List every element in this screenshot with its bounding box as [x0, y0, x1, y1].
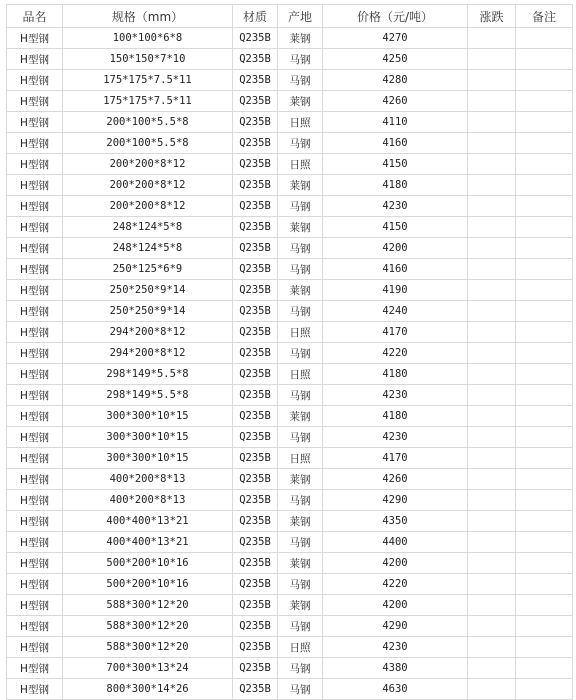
- header-material: 材质: [233, 5, 278, 28]
- cell-name: H型钢: [7, 217, 63, 238]
- table-row: [7, 490, 573, 511]
- cell-name: H型钢: [7, 364, 63, 385]
- cell-price: 4230: [323, 427, 468, 448]
- cell-name: H型钢: [7, 280, 63, 301]
- cell-name: H型钢: [7, 427, 63, 448]
- cell-name: H型钢: [7, 532, 63, 553]
- cell-material: Q235B: [233, 301, 278, 322]
- cell-price: 4260: [323, 91, 468, 112]
- cell-origin: 马钢: [278, 133, 323, 154]
- cell-material: Q235B: [233, 259, 278, 280]
- cell-price: 4170: [323, 322, 468, 343]
- cell-note: [516, 511, 573, 532]
- cell-material: Q235B: [233, 427, 278, 448]
- cell-origin: 马钢: [278, 490, 323, 511]
- cell-origin: 日照: [278, 448, 323, 469]
- cell-name: H型钢: [7, 385, 63, 406]
- cell-material: Q235B: [233, 322, 278, 343]
- cell-price: 4170: [323, 448, 468, 469]
- cell-change: [468, 427, 516, 448]
- table-row: [7, 280, 573, 301]
- cell-name: H型钢: [7, 616, 63, 637]
- table-row: [7, 154, 573, 175]
- cell-price: 4150: [323, 154, 468, 175]
- table-row: [7, 49, 573, 70]
- cell-change: [468, 28, 516, 49]
- table-row: [7, 637, 573, 658]
- table-row: [7, 91, 573, 112]
- cell-change: [468, 553, 516, 574]
- cell-name: H型钢: [7, 301, 63, 322]
- cell-origin: 莱钢: [278, 217, 323, 238]
- cell-price: 4290: [323, 616, 468, 637]
- table-row: [7, 532, 573, 553]
- cell-price: 4200: [323, 553, 468, 574]
- cell-note: [516, 595, 573, 616]
- cell-origin: 日照: [278, 364, 323, 385]
- cell-origin: 莱钢: [278, 511, 323, 532]
- cell-note: [516, 322, 573, 343]
- cell-origin: 马钢: [278, 385, 323, 406]
- cell-note: [516, 637, 573, 658]
- cell-change: [468, 469, 516, 490]
- header-spec: 规格（mm）: [63, 5, 233, 28]
- cell-origin: 马钢: [278, 616, 323, 637]
- cell-spec: 294*200*8*12: [63, 322, 233, 343]
- cell-spec: 700*300*13*24: [63, 658, 233, 679]
- cell-origin: 马钢: [278, 679, 323, 700]
- table-row: [7, 343, 573, 364]
- cell-price: 4380: [323, 658, 468, 679]
- cell-name: H型钢: [7, 658, 63, 679]
- table-row: [7, 322, 573, 343]
- cell-spec: 300*300*10*15: [63, 406, 233, 427]
- cell-spec: 250*125*6*9: [63, 259, 233, 280]
- cell-name: H型钢: [7, 259, 63, 280]
- cell-note: [516, 679, 573, 700]
- cell-material: Q235B: [233, 343, 278, 364]
- cell-origin: 莱钢: [278, 469, 323, 490]
- cell-note: [516, 196, 573, 217]
- cell-material: Q235B: [233, 196, 278, 217]
- cell-note: [516, 469, 573, 490]
- cell-price: 4290: [323, 490, 468, 511]
- cell-note: [516, 301, 573, 322]
- cell-spec: 248*124*5*8: [63, 217, 233, 238]
- cell-spec: 200*100*5.5*8: [63, 112, 233, 133]
- cell-material: Q235B: [233, 385, 278, 406]
- cell-change: [468, 658, 516, 679]
- cell-price: 4230: [323, 385, 468, 406]
- cell-price: 4150: [323, 217, 468, 238]
- cell-change: [468, 532, 516, 553]
- cell-price: 4110: [323, 112, 468, 133]
- cell-note: [516, 175, 573, 196]
- cell-material: Q235B: [233, 448, 278, 469]
- table-row: [7, 301, 573, 322]
- cell-name: H型钢: [7, 49, 63, 70]
- cell-name: H型钢: [7, 595, 63, 616]
- cell-note: [516, 490, 573, 511]
- cell-spec: 100*100*6*8: [63, 28, 233, 49]
- cell-spec: 298*149*5.5*8: [63, 385, 233, 406]
- cell-note: [516, 112, 573, 133]
- cell-note: [516, 217, 573, 238]
- cell-origin: 日照: [278, 154, 323, 175]
- cell-price: 4260: [323, 469, 468, 490]
- cell-price: 4190: [323, 280, 468, 301]
- table-row: [7, 469, 573, 490]
- cell-change: [468, 280, 516, 301]
- cell-material: Q235B: [233, 49, 278, 70]
- cell-note: [516, 385, 573, 406]
- cell-change: [468, 616, 516, 637]
- cell-name: H型钢: [7, 406, 63, 427]
- cell-material: Q235B: [233, 532, 278, 553]
- table-row: [7, 112, 573, 133]
- cell-note: [516, 406, 573, 427]
- cell-spec: 588*300*12*20: [63, 616, 233, 637]
- cell-price: 4160: [323, 259, 468, 280]
- cell-price: 4280: [323, 70, 468, 91]
- cell-origin: 莱钢: [278, 175, 323, 196]
- cell-name: H型钢: [7, 448, 63, 469]
- cell-change: [468, 448, 516, 469]
- table-header-row: [7, 5, 573, 28]
- cell-material: Q235B: [233, 28, 278, 49]
- cell-spec: 400*200*8*13: [63, 469, 233, 490]
- cell-change: [468, 679, 516, 700]
- cell-spec: 175*175*7.5*11: [63, 70, 233, 91]
- cell-material: Q235B: [233, 238, 278, 259]
- cell-origin: 马钢: [278, 532, 323, 553]
- table-row: [7, 259, 573, 280]
- table-row: [7, 427, 573, 448]
- cell-spec: 200*100*5.5*8: [63, 133, 233, 154]
- cell-origin: 莱钢: [278, 28, 323, 49]
- cell-change: [468, 574, 516, 595]
- cell-name: H型钢: [7, 238, 63, 259]
- cell-origin: 马钢: [278, 427, 323, 448]
- cell-note: [516, 364, 573, 385]
- cell-spec: 588*300*12*20: [63, 637, 233, 658]
- cell-spec: 250*250*9*14: [63, 301, 233, 322]
- header-price: 价格（元/吨）: [323, 5, 468, 28]
- cell-origin: 莱钢: [278, 280, 323, 301]
- cell-material: Q235B: [233, 469, 278, 490]
- cell-price: 4220: [323, 574, 468, 595]
- cell-origin: 马钢: [278, 574, 323, 595]
- cell-change: [468, 364, 516, 385]
- cell-change: [468, 301, 516, 322]
- cell-note: [516, 91, 573, 112]
- cell-material: Q235B: [233, 490, 278, 511]
- cell-price: 4250: [323, 49, 468, 70]
- table-row: [7, 679, 573, 700]
- cell-name: H型钢: [7, 637, 63, 658]
- cell-name: H型钢: [7, 175, 63, 196]
- cell-note: [516, 553, 573, 574]
- table-row: [7, 406, 573, 427]
- cell-change: [468, 217, 516, 238]
- cell-note: [516, 280, 573, 301]
- cell-origin: 马钢: [278, 238, 323, 259]
- table-row: [7, 511, 573, 532]
- cell-material: Q235B: [233, 637, 278, 658]
- cell-note: [516, 427, 573, 448]
- cell-note: [516, 49, 573, 70]
- cell-change: [468, 490, 516, 511]
- cell-note: [516, 574, 573, 595]
- cell-price: 4270: [323, 28, 468, 49]
- cell-spec: 294*200*8*12: [63, 343, 233, 364]
- header-origin: 产地: [278, 5, 323, 28]
- table-row: [7, 238, 573, 259]
- cell-price: 4200: [323, 595, 468, 616]
- cell-price: 4180: [323, 406, 468, 427]
- cell-material: Q235B: [233, 280, 278, 301]
- cell-spec: 150*150*7*10: [63, 49, 233, 70]
- cell-material: Q235B: [233, 595, 278, 616]
- cell-change: [468, 91, 516, 112]
- table-row: [7, 385, 573, 406]
- cell-material: Q235B: [233, 658, 278, 679]
- cell-material: Q235B: [233, 511, 278, 532]
- cell-price: 4230: [323, 196, 468, 217]
- cell-change: [468, 259, 516, 280]
- cell-name: H型钢: [7, 679, 63, 700]
- cell-price: 4220: [323, 343, 468, 364]
- table-row: [7, 196, 573, 217]
- cell-note: [516, 154, 573, 175]
- cell-spec: 175*175*7.5*11: [63, 91, 233, 112]
- cell-price: 4350: [323, 511, 468, 532]
- table-row: [7, 595, 573, 616]
- cell-price: 4400: [323, 532, 468, 553]
- cell-change: [468, 154, 516, 175]
- cell-spec: 298*149*5.5*8: [63, 364, 233, 385]
- cell-note: [516, 133, 573, 154]
- cell-name: H型钢: [7, 154, 63, 175]
- cell-change: [468, 385, 516, 406]
- table-row: [7, 217, 573, 238]
- cell-material: Q235B: [233, 154, 278, 175]
- cell-material: Q235B: [233, 175, 278, 196]
- cell-material: Q235B: [233, 679, 278, 700]
- cell-price: 4630: [323, 679, 468, 700]
- cell-name: H型钢: [7, 91, 63, 112]
- cell-origin: 日照: [278, 322, 323, 343]
- cell-price: 4200: [323, 238, 468, 259]
- cell-change: [468, 196, 516, 217]
- cell-price: 4240: [323, 301, 468, 322]
- cell-note: [516, 70, 573, 91]
- table-row: [7, 28, 573, 49]
- cell-name: H型钢: [7, 70, 63, 91]
- cell-price: 4230: [323, 637, 468, 658]
- cell-material: Q235B: [233, 112, 278, 133]
- cell-spec: 200*200*8*12: [63, 175, 233, 196]
- cell-change: [468, 511, 516, 532]
- cell-name: H型钢: [7, 574, 63, 595]
- cell-name: H型钢: [7, 112, 63, 133]
- table-row: [7, 616, 573, 637]
- cell-spec: 400*200*8*13: [63, 490, 233, 511]
- cell-spec: 588*300*12*20: [63, 595, 233, 616]
- cell-spec: 248*124*5*8: [63, 238, 233, 259]
- cell-change: [468, 133, 516, 154]
- cell-origin: 马钢: [278, 343, 323, 364]
- table-row: [7, 364, 573, 385]
- cell-name: H型钢: [7, 490, 63, 511]
- cell-origin: 马钢: [278, 301, 323, 322]
- cell-name: H型钢: [7, 196, 63, 217]
- cell-name: H型钢: [7, 28, 63, 49]
- cell-note: [516, 616, 573, 637]
- cell-note: [516, 259, 573, 280]
- cell-origin: 马钢: [278, 658, 323, 679]
- cell-change: [468, 406, 516, 427]
- table-row: [7, 574, 573, 595]
- cell-material: Q235B: [233, 91, 278, 112]
- cell-name: H型钢: [7, 511, 63, 532]
- header-note: 备注: [516, 5, 573, 28]
- cell-name: H型钢: [7, 343, 63, 364]
- cell-change: [468, 112, 516, 133]
- cell-material: Q235B: [233, 406, 278, 427]
- cell-spec: 300*300*10*15: [63, 427, 233, 448]
- cell-spec: 800*300*14*26: [63, 679, 233, 700]
- table-row: [7, 448, 573, 469]
- cell-spec: 300*300*10*15: [63, 448, 233, 469]
- cell-price: 4160: [323, 133, 468, 154]
- cell-origin: 莱钢: [278, 91, 323, 112]
- cell-origin: 马钢: [278, 196, 323, 217]
- cell-material: Q235B: [233, 553, 278, 574]
- cell-note: [516, 448, 573, 469]
- cell-note: [516, 28, 573, 49]
- cell-origin: 日照: [278, 112, 323, 133]
- table-row: [7, 175, 573, 196]
- cell-name: H型钢: [7, 469, 63, 490]
- cell-material: Q235B: [233, 133, 278, 154]
- cell-name: H型钢: [7, 553, 63, 574]
- cell-spec: 500*200*10*16: [63, 574, 233, 595]
- cell-material: Q235B: [233, 217, 278, 238]
- cell-material: Q235B: [233, 70, 278, 91]
- cell-material: Q235B: [233, 364, 278, 385]
- cell-origin: 马钢: [278, 70, 323, 91]
- cell-change: [468, 70, 516, 91]
- cell-change: [468, 49, 516, 70]
- cell-origin: 莱钢: [278, 553, 323, 574]
- cell-change: [468, 322, 516, 343]
- cell-material: Q235B: [233, 574, 278, 595]
- cell-origin: 莱钢: [278, 406, 323, 427]
- cell-name: H型钢: [7, 133, 63, 154]
- cell-change: [468, 175, 516, 196]
- cell-origin: 马钢: [278, 259, 323, 280]
- cell-note: [516, 658, 573, 679]
- table-row: [7, 133, 573, 154]
- price-sheet: [6, 4, 572, 700]
- steel-price-table: [6, 4, 573, 700]
- table-row: [7, 553, 573, 574]
- table-row: [7, 658, 573, 679]
- cell-note: [516, 238, 573, 259]
- header-change: 涨跌: [468, 5, 516, 28]
- cell-name: H型钢: [7, 322, 63, 343]
- cell-origin: 日照: [278, 637, 323, 658]
- cell-material: Q235B: [233, 616, 278, 637]
- cell-spec: 400*400*13*21: [63, 511, 233, 532]
- cell-spec: 250*250*9*14: [63, 280, 233, 301]
- cell-price: 4180: [323, 175, 468, 196]
- table-row: [7, 70, 573, 91]
- cell-note: [516, 343, 573, 364]
- header-name: 品名: [7, 5, 63, 28]
- cell-change: [468, 637, 516, 658]
- cell-price: 4180: [323, 364, 468, 385]
- cell-change: [468, 595, 516, 616]
- cell-change: [468, 343, 516, 364]
- cell-origin: 莱钢: [278, 595, 323, 616]
- cell-spec: 400*400*13*21: [63, 532, 233, 553]
- cell-spec: 200*200*8*12: [63, 196, 233, 217]
- cell-spec: 500*200*10*16: [63, 553, 233, 574]
- table-body: [7, 28, 573, 700]
- cell-origin: 马钢: [278, 49, 323, 70]
- cell-change: [468, 238, 516, 259]
- cell-note: [516, 532, 573, 553]
- cell-spec: 200*200*8*12: [63, 154, 233, 175]
